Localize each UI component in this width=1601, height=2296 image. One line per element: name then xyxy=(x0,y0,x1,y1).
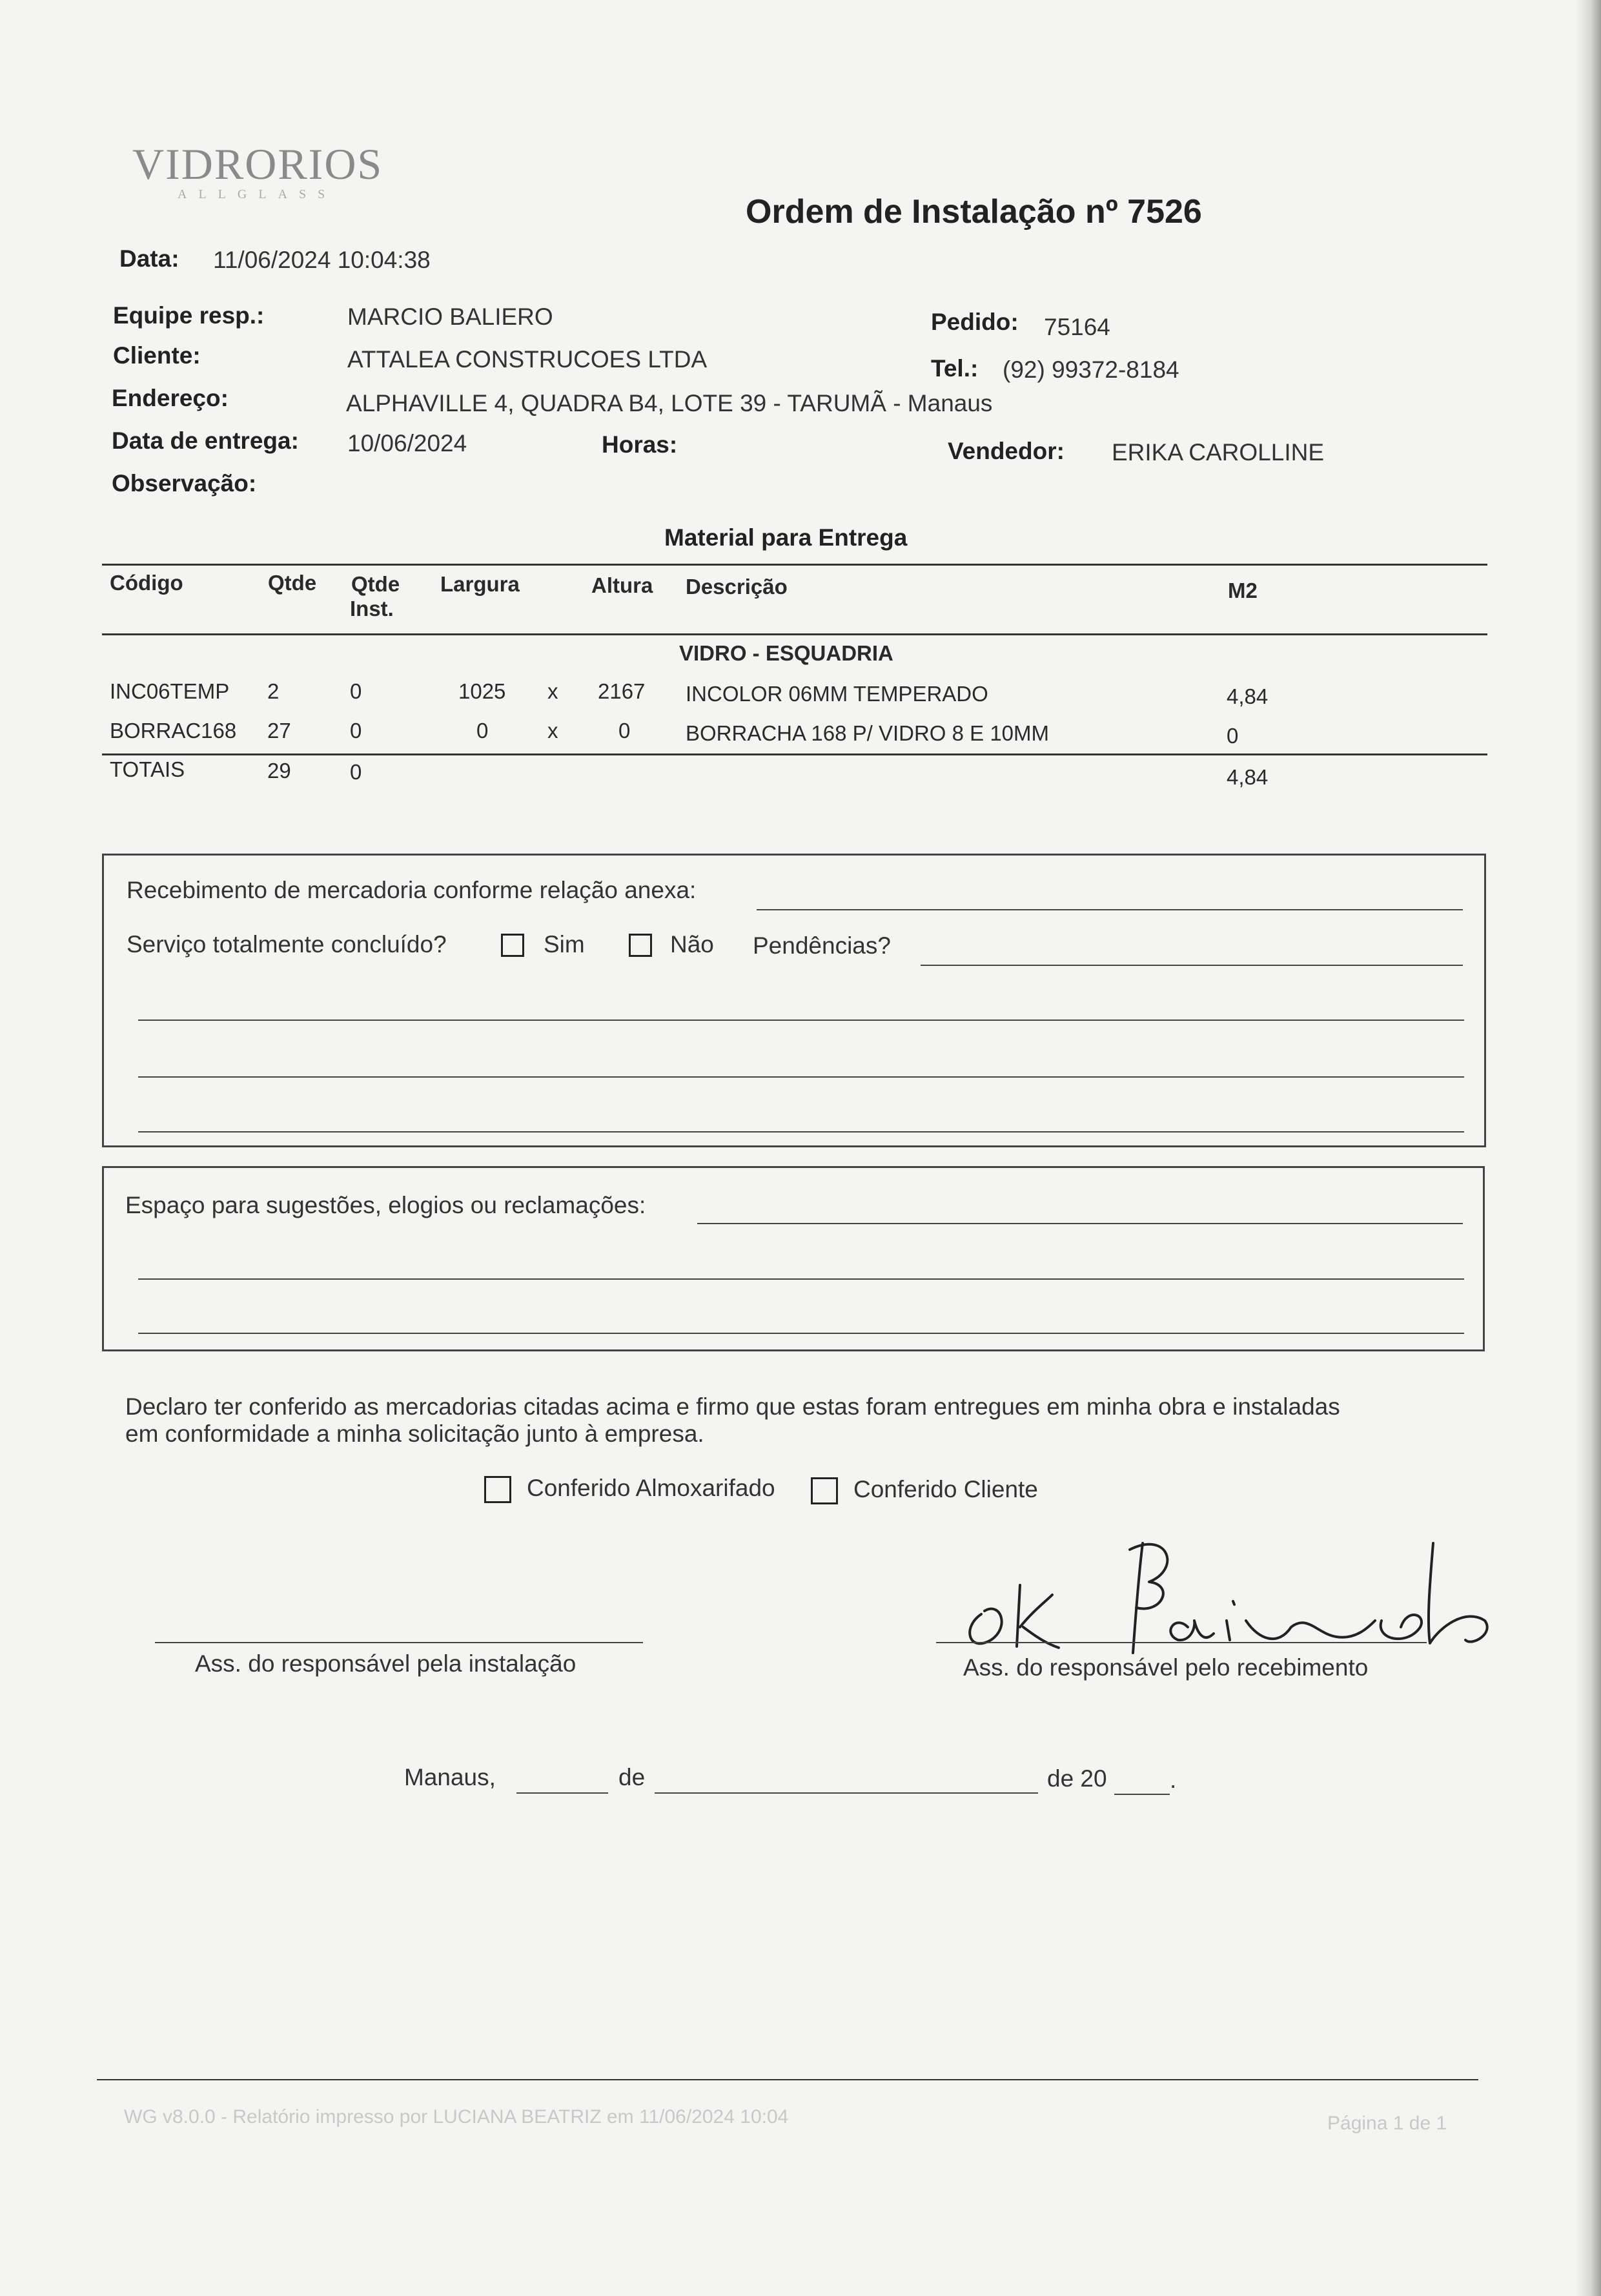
row1-inst: 0 xyxy=(350,679,362,703)
local-month-line[interactable] xyxy=(655,1792,1038,1794)
row2-altura: 0 xyxy=(618,719,631,743)
row2-qtde: 27 xyxy=(267,719,291,743)
table-top-rule xyxy=(102,564,1487,566)
row1-qtde: 2 xyxy=(267,679,280,703)
th-qtde-inst-1: Qtde xyxy=(351,572,400,596)
row2-descricao: BORRACHA 168 P/ VIDRO 8 E 10MM xyxy=(686,721,1050,745)
conferido-cliente-label: Conferido Cliente xyxy=(853,1476,1038,1502)
local-day-line[interactable] xyxy=(516,1792,608,1794)
th-qtde: Qtde xyxy=(268,571,317,595)
footer-rule xyxy=(97,2079,1478,2080)
install-signature-label: Ass. do responsável pela instalação xyxy=(195,1650,576,1677)
local-de-1: de xyxy=(618,1764,646,1790)
vendedor-value: ERIKA CAROLLINE xyxy=(1112,439,1325,466)
observacao-label: Observação: xyxy=(112,470,257,497)
th-codigo: Código xyxy=(110,571,183,595)
row2-inst: 0 xyxy=(350,719,362,743)
receipt-signature-label: Ass. do responsável pelo recebimento xyxy=(963,1654,1369,1681)
declaration-line-1: Declaro ter conferido as mercadorias citadas acima e firmo que estas foram entregues em minha obra e instaladas xyxy=(125,1393,1340,1420)
table-group-label: VIDRO - ESQUADRIA xyxy=(679,641,893,665)
sugestoes-line-3[interactable] xyxy=(138,1333,1464,1334)
handwritten-signature xyxy=(955,1530,1498,1659)
receipt-line-1[interactable] xyxy=(138,1020,1464,1021)
footer-report-info: WG v8.0.0 - Relatório impresso por LUCIANA BEATRIZ em 11/06/2024 10:04 xyxy=(124,2106,789,2127)
receipt-line-2[interactable] xyxy=(138,1076,1464,1078)
equipe-value: MARCIO BALIERO xyxy=(347,303,553,330)
local-city: Manaus, xyxy=(404,1764,496,1790)
th-qtde-inst-2: Inst. xyxy=(350,597,394,620)
tel-label: Tel.: xyxy=(931,355,979,382)
totals-inst: 0 xyxy=(350,760,362,784)
totals-qtde: 29 xyxy=(267,759,291,783)
logo-name: VIDRORIOS xyxy=(132,139,383,189)
table-header-rule xyxy=(102,633,1487,635)
th-largura: Largura xyxy=(440,572,520,596)
th-descricao: Descrição xyxy=(686,575,788,599)
date-value: 11/06/2024 10:04:38 xyxy=(213,247,431,273)
local-year-line[interactable] xyxy=(1114,1794,1170,1795)
totals-m2: 4,84 xyxy=(1227,765,1269,789)
scan-edge-shadow xyxy=(1575,0,1601,2296)
row1-descricao: INCOLOR 06MM TEMPERADO xyxy=(686,682,988,706)
logo-sub: ALLGLASS xyxy=(178,187,337,201)
vendedor-label: Vendedor: xyxy=(948,438,1065,464)
pedido-label: Pedido: xyxy=(931,309,1019,335)
company-logo xyxy=(132,139,383,202)
material-title: Material para Entrega xyxy=(664,524,908,551)
declaration-line-2: em conformidade a minha solicitação junto à empresa. xyxy=(125,1420,704,1447)
sim-checkbox[interactable] xyxy=(501,934,524,957)
row1-altura: 2167 xyxy=(598,679,646,703)
date-label: Data: xyxy=(119,245,179,272)
recebimento-line[interactable] xyxy=(757,909,1463,910)
entrega-label: Data de entrega: xyxy=(112,427,299,454)
pedido-value: 75164 xyxy=(1044,314,1110,340)
conferido-almox-label: Conferido Almoxarifado xyxy=(527,1475,775,1501)
cliente-value: ATTALEA CONSTRUCOES LTDA xyxy=(347,346,708,373)
cliente-label: Cliente: xyxy=(113,342,201,369)
conferido-almox-checkbox[interactable] xyxy=(484,1476,511,1503)
sugestoes-line-1[interactable] xyxy=(697,1223,1463,1224)
servico-label: Serviço totalmente concluído? xyxy=(127,931,447,958)
local-end: . xyxy=(1170,1767,1177,1793)
receipt-line-3[interactable] xyxy=(138,1131,1464,1133)
sugestoes-label: Espaço para sugestões, elogios ou reclamações: xyxy=(125,1192,646,1218)
row1-x: x xyxy=(547,679,558,703)
th-altura: Altura xyxy=(591,573,653,597)
nao-label: Não xyxy=(670,931,714,958)
row1-m2: 4,84 xyxy=(1227,684,1269,708)
nao-checkbox[interactable] xyxy=(629,934,652,957)
sim-label: Sim xyxy=(544,931,585,958)
conferido-cliente-checkbox[interactable] xyxy=(811,1477,838,1504)
entrega-value: 10/06/2024 xyxy=(347,430,467,456)
install-signature-line[interactable] xyxy=(155,1642,643,1643)
equipe-label: Equipe resp.: xyxy=(113,302,265,329)
row2-x: x xyxy=(547,719,558,743)
footer-page-number: Página 1 de 1 xyxy=(1327,2113,1447,2134)
row2-largura: 0 xyxy=(476,719,489,743)
local-de-2: de 20 xyxy=(1047,1765,1107,1792)
pendencias-line[interactable] xyxy=(921,965,1463,966)
sugestoes-line-2[interactable] xyxy=(138,1278,1464,1280)
row1-codigo: INC06TEMP xyxy=(110,679,230,703)
table-totals-rule xyxy=(102,753,1487,755)
horas-label: Horas: xyxy=(602,431,678,458)
receipt-signature-line[interactable] xyxy=(936,1642,1427,1643)
document-title: Ordem de Instalação nº 7526 xyxy=(746,193,1202,231)
pendencias-label: Pendências? xyxy=(753,932,891,959)
tel-value: (92) 99372-8184 xyxy=(1003,356,1179,383)
endereco-value: ALPHAVILLE 4, QUADRA B4, LOTE 39 - TARUMÃ - Manaus xyxy=(346,390,993,416)
endereco-label: Endereço: xyxy=(112,385,229,411)
th-m2: M2 xyxy=(1228,579,1258,602)
row2-m2: 0 xyxy=(1227,724,1239,748)
totals-label: TOTAIS xyxy=(110,757,185,781)
row1-largura: 1025 xyxy=(458,679,506,703)
row2-codigo: BORRAC168 xyxy=(110,719,237,743)
recebimento-label: Recebimento de mercadoria conforme relação anexa: xyxy=(127,877,697,903)
